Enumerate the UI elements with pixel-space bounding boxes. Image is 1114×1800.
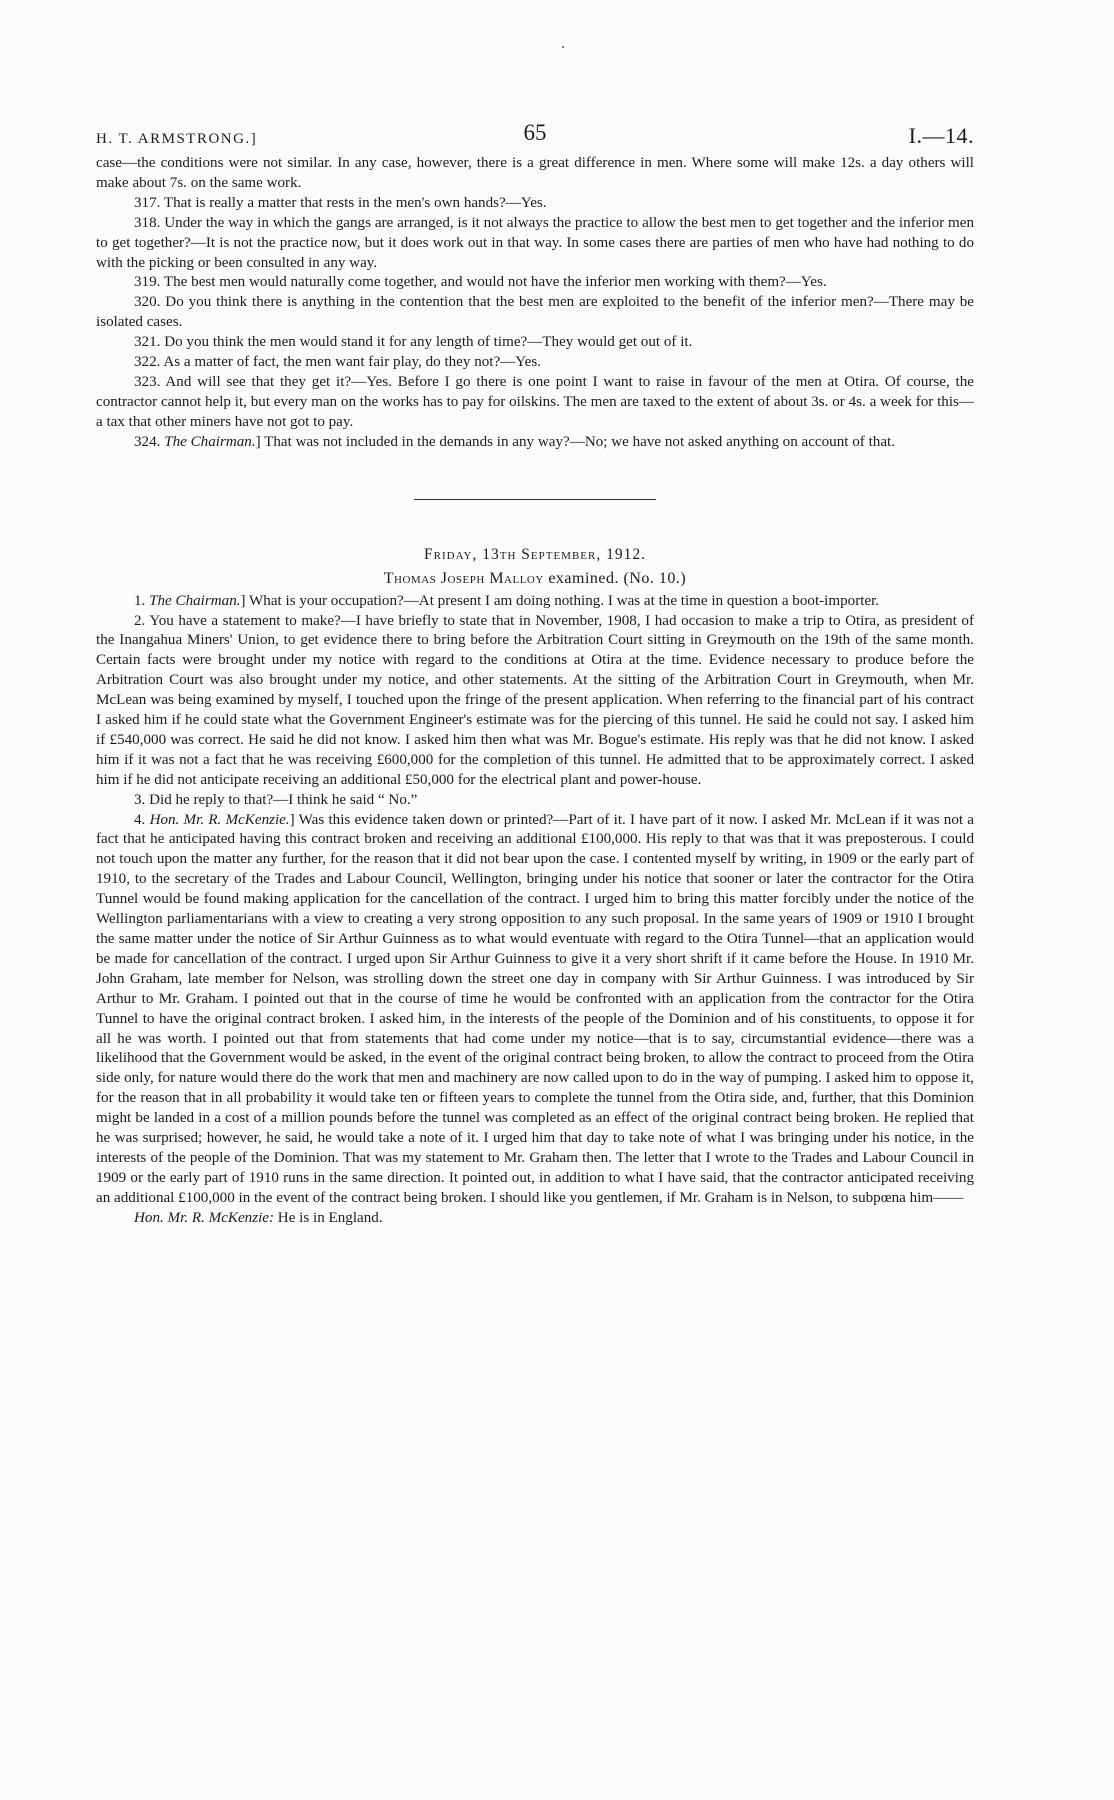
question-322: 322. As a matter of fact, the men want fair play, do they not?—Yes. — [134, 354, 542, 371]
section-divider — [414, 499, 656, 500]
question-320: 320. Do you think there is anything in the contention that the best men are exploited to the benefit of the inferior men?—There may be isolated cases. — [96, 294, 974, 331]
page-header — [96, 114, 974, 154]
question-text: ] That was not included in the demands in any way?—No; we have not asked anything on account of that. — [255, 433, 895, 450]
question-number: 1. — [134, 592, 146, 609]
question-number: 4. — [134, 811, 146, 828]
page-number: 65 — [523, 120, 547, 145]
question-number: 324. — [134, 433, 161, 450]
question-3: 3. Did he reply to that?—I think he said “ No.” — [134, 791, 418, 808]
paragraph-continuation: case—the conditions were not similar. In any case, however, there is a great difference in men. Where some will make 12s. a day others will make about 7s. on the same work. — [96, 155, 974, 191]
paper-speck — [562, 46, 564, 48]
question-317: 317. That is really a matter that rests in the men's own hands?—Yes. — [134, 194, 547, 211]
witness-examined: examined. (No. 10.) — [548, 569, 687, 587]
question-318: 318. Under the way in which the gangs are arranged, is it not always the practice to allow the best men to get together and the inferior men to get together?—It is not the practice now, but it does work out in that way. In some cases there are parties of men who have had nothing to do with the picking or been consulted in any way. — [96, 214, 974, 271]
speaker-name: The Chairman. — [164, 433, 256, 450]
speaker-name: Hon. Mr. R. McKenzie. — [149, 811, 290, 828]
remark-text: He is in England. — [274, 1209, 383, 1226]
document-page — [96, 114, 974, 1229]
question-321: 321. Do you think the men would stand it for any length of time?—They would get out of it. — [134, 334, 693, 351]
closing-remark — [96, 1209, 974, 1229]
speaker-name: The Chairman. — [149, 592, 241, 609]
question-323: 323. And will see that they get it?—Yes. Before I go there is one point I want to raise in favour of the men at Otira. Of course, the contractor cannot help it, but every man on the works has to pay for oilskins. The men are taxed to the extent of about 3s. or 4s. a week for this—a tax that other miners have not got to pay. — [96, 373, 974, 430]
paper-reference: I.—14. — [908, 123, 974, 148]
question-4 — [96, 811, 974, 1209]
sitting-date: Friday, 13th September, 1912. — [424, 545, 646, 563]
witness-running-head: H. T. ARMSTRONG.] — [96, 131, 258, 147]
question-2: 2. You have a statement to make?—I have briefly to state that in November, 1908, I had occasion to make a trip to Otira, as president of the Inangahua Miners' Union, to get evidence there to bring before the Arbitration Court sitting in Greymouth on the 19th of the same month. Certain facts were brought under my notice with regard to the conditions at Otira at the time. Evidence necessary to produce before the Arbitration Court was also brought under my notice, and other statements. At the sitting of the Arbitration Court in Greymouth, when Mr. McLean was being examined by myself, I touched upon the fringe of the present application. When referring to the financial part of his contract I asked him if he could state what the Government Engineer's estimate was for the piercing of this tunnel. He said he could not say. I asked him if £540,000 was correct. He said he did not know. I asked him then what was Mr. Bogue's estimate. His reply was that he did not know. I asked him if it was not a fact that he was receiving £600,000 for the completion of this tunnel. He admitted that to be approximately correct. I asked him if he did not anticipate receiving an additional £50,000 for the electrical plant and power-house. — [96, 612, 974, 788]
question-text: ] Was this evidence taken down or printed?—Part of it. I have part of it now. I asked Mr. McLean if it was not a fact that he anticipated having this contract broken and receiving an additional £100,000. His reply to that was that it was preposterous. I could not touch upon the matter any further, for the reason that it did not bear upon the case. I contented myself by writing, in 1909 or the early part of 1910, to the secretary of the Trades and Labour Council, Wellington, bringing under his notice that sooner or later the contractor for the Otira Tunnel would be found making application for the cancellation of the contract. I urged him to bring this matter forcibly under the notice of the Wellington parliamentarians with a view to creating a very strong opposition to any such proposal. In the same years of 1909 or 1910 I brought the same matter under the notice of Sir Arthur Guinness as to what would eventuate with regard to the Otira Tunnel—that an application would be made for cancellation of the contract. I urged upon Sir Arthur Guinness to give it a very short shrift if it came before the House. In 1910 Mr. John Graham, late member for Nelson, was strolling down the street one day in company with Sir Arthur Guinness. I was introduced by Sir Arthur to Mr. Graham. I pointed out that in the course of time he would be confronted with an application from the contractor for the Otira Tunnel to have the original contract broken. I asked him, in the interests of the people of the Dominion and of his constituents, to oppose it for all he was worth. I pointed out that from statements that had come under my notice—that is to say, circumstantial evidence—there was a likelihood that the Government would be asked, in the event of the original contract being broken, to allow the contract to proceed from the Otira side only, for nature would there do the work that men and machinery are now called upon to do in the way of pumping. I asked him to oppose it, for the reason that in all probability it would take ten or fifteen years to complete the tunnel from the Otira side, and, further, that this Dominion might be landed in a cost of a million pounds before the tunnel was completed as an effect of the original contract being broken. He replied that he was surprised; however, he said, he would take a note of it. I urged him that day to take note of what I was bringing under his notice, in the interests of the people of the Dominion. That was my statement to Mr. Graham then. The letter that I wrote to the Trades and Labour Council in 1909 or the early part of 1910 runs in the same direction. It pointed out, in addition to what I have said, that the contractor anticipated receiving an additional £100,000 in the event of the contract being broken. I should like you gentlemen, if Mr. Graham is in Nelson, to subpœna him—— — [96, 811, 974, 1206]
section-armstrong-evidence — [96, 154, 974, 453]
witness-heading — [96, 570, 974, 588]
witness-name: Thomas Joseph Malloy — [383, 569, 544, 587]
section-malloy-evidence — [96, 546, 974, 1229]
question-text: ] What is your occupation?—At present I am doing nothing. I was at the time in question a boot-importer. — [240, 592, 880, 609]
speaker-name: Hon. Mr. R. McKenzie: — [134, 1209, 275, 1226]
question-324 — [96, 433, 974, 453]
question-319: 319. The best men would naturally come together, and would not have the inferior men working with them?—Yes. — [134, 274, 827, 291]
question-1 — [96, 592, 974, 612]
